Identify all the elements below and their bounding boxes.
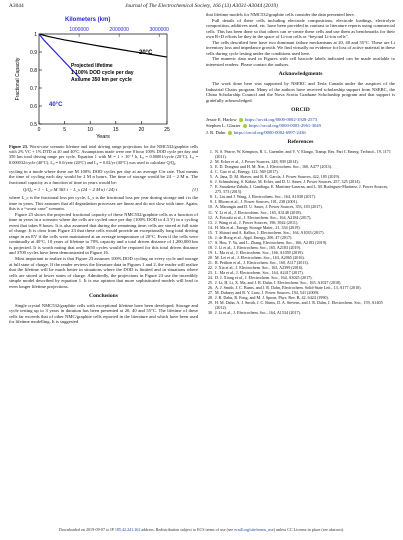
series-label-40c: 40°C: [49, 102, 63, 108]
body-paragraph: The work done here was supported by NSERC and Tesla Canada under the auspices of the Industrial Chairs program. Many of the authors have received scholarship support from NSERC, the China Scholarship Council and the Nova Scotia Graduate Scholarship program and that support is gratefully acknowledged.: [206, 81, 395, 103]
reference-text: J. R. Dahn, R. Fong, and M. J. Spoon, Phys. Rev. B, 42, 6424 (1990).: [215, 295, 329, 301]
footer-terms-link[interactable]: ecsdl.org/site/terms_use: [234, 527, 274, 532]
journal-issue: , 166 (13) A3031-A3044 (2019): [209, 3, 278, 9]
footer-downloaded: Downloaded on 2019-09-07 to IP: [58, 527, 115, 532]
figure-23: [9, 12, 198, 142]
reference-number: 30.: [207, 310, 213, 316]
reference-text: M. Lei et al., J. Electrochem. Soc., 163, A2065 (2016).: [215, 254, 305, 260]
x-tick-label: 15: [113, 127, 119, 133]
reference-number: 14.: [207, 224, 213, 230]
reference-text: A. Fotouhi et al., J. Electrochem. Soc., 164, A2184 (2017).: [215, 214, 312, 220]
reference-number: 4.: [209, 169, 213, 175]
reference-number: 5.: [209, 174, 213, 180]
equation-body: Q/Q₀ = 1 − L_c M 365 t − L_s (24 − 2 M n) / 24) t: [23, 187, 118, 193]
orcid-entry: [206, 123, 395, 129]
conclusions-heading: Conclusions: [89, 293, 118, 300]
reference-text: J. Li, H. Li, X. Ma, and J. R. Dahn, J. Electrochem. Soc., 165, A1027 (2018).: [215, 280, 342, 286]
x-tick-label: 5: [63, 127, 66, 133]
annotation-line-1: Projected lifetime: [71, 63, 113, 69]
reference-text: J. Li et al., J. Electrochem. Soc., 164, A1534 (2017).: [215, 310, 301, 316]
reference-item: [206, 300, 395, 310]
author-name: Jessie E. Harlow: [206, 116, 237, 122]
reference-number: 15.: [207, 229, 213, 235]
reference-number: 18.: [207, 244, 213, 250]
journal-name: Journal of The Electrochemical Society: [125, 3, 210, 9]
acknowledgments-heading: Acknowledgments: [278, 71, 323, 78]
reference-text: M. Ecker et al., J. Power Sources, 248, 839 (2014).: [215, 159, 299, 165]
reference-number: 23.: [207, 270, 213, 276]
reference-text: J. de Hoog et al., Appl. Energy, 200, 47 (2017).: [215, 234, 293, 240]
orcid-icon: [243, 124, 247, 128]
body-paragraph: The cells described here have two dominant failure mechanisms at 20, 40 and 55°C. These are Li inventory loss and impedance growth. We find virtually no evidence for loss of active material in these cells during cycle testing under the conditions used here.: [206, 39, 395, 56]
reference-text: T. Shirazi and A. Kalhor, J. Electrochem. Soc., 164, A1035 (2017).: [215, 229, 325, 235]
caption-text: Worst-case scenario lifetime and total driving range projections for the NMC532/graphite cells with 2% VC + 1% DTD at 20 and 40°C. Assumptions made were one 8 hour 100% DOD cycle per day and 350 km total driving range per cycle. Equation 1 with M = 1 × 10⁻⁵ h, L₀ = 0.00001/cycle (20°C), L₀ = 0.000032/cycle (40°C), L₀ = 0.0/year (20°C) and L₀ = 0.02/yr (40°C) was used to calculate Q/Q₀.: [9, 144, 198, 165]
reference-number: 12.: [207, 214, 213, 220]
orcid-entry: [206, 130, 395, 136]
top-tick-label: 3000000: [149, 27, 169, 33]
body-paragraph: Full details of these cells including electrode compositions, electrode loadings, electrolyte composition, additives used, etc. have been provided in contrast to literature reports using commercial cells. This has been done so that others can re-create these cells and use them as benchmarks for their own R+D efforts be they in the space of Li-ion cells or “beyond Li-ion cells”.: [206, 17, 395, 40]
reference-number: 7.: [209, 184, 213, 190]
reference-number: 8.: [209, 194, 213, 200]
reference-text: C. Guo et al., Energy, 122, 569 (2017).: [215, 169, 279, 175]
footer-terms-text: address. Redistribution subject to ECS terms of use (see: [140, 527, 235, 532]
reference-item: [206, 310, 395, 315]
orcid-link[interactable]: https://orcid.org/0000-0002-6997-2436: [233, 129, 306, 135]
reference-number: 6.: [209, 179, 213, 185]
x-tick-label: 20: [138, 127, 145, 133]
download-footer: [9, 527, 394, 532]
series-label-20c: 20°C: [139, 50, 153, 56]
reference-number: 2.: [209, 159, 213, 165]
body-paragraph: Single crystal NMC532/graphite cells with exceptional lifetime have been developed. Storage and cycle testing up to 3 years in duration has been presented at 20, 40 and 55°C. The lifetime of these cells far exceeds that of other NMC/graphite cells reported in the literature and which have been used for lifetime modelling. It is suggested: [9, 302, 198, 325]
reference-text: A. J. Smith, J. C. Burns, and J. R. Dahn, Electrochem. Solid-State Lett., 13, A177 (2010).: [215, 285, 362, 291]
reference-text: H. M. Dahn, A. J. Smith, J. C. Burns, D. A. Stevens, and J. R. Dahn, J. Electrochem. Soc., 159, A1405 (2012).: [215, 300, 383, 311]
annotation-line-2: 1 100% DOD cycle per day: [71, 70, 134, 76]
reference-text: E. D. Dongmo and H. M. Noe, J. Electrochem. Soc., 160, A477 (2013).: [215, 164, 332, 170]
y-tick-label: 1: [34, 31, 37, 38]
reference-text: R. Petibon et al., J. Electrochem. Soc., 160, A117 (2013).: [215, 259, 309, 265]
reference-number: 26.: [207, 285, 213, 291]
x-tick-label: 0: [37, 127, 41, 133]
reference-text: E. Sarasketa-Zabala, I. Gandiaga, E. Martinez-Laserna, and L. M. Rodriguez-Martinez, J. Power Sources, 275, 573 (2015).: [215, 184, 389, 195]
footer-end: ) unless CC License in place (see abstract).: [273, 527, 345, 532]
reference-number: 21.: [207, 259, 213, 265]
figure-caption: [9, 144, 198, 165]
orcid-link[interactable]: https://orcid.org/0000-0002-3928-2573: [245, 116, 318, 122]
left-column: [9, 12, 198, 325]
right-column: [206, 12, 395, 315]
reference-text: L. Liu and J. Wang, J. Electrochem. Soc., 164, A1038 (2017).: [215, 194, 316, 200]
reference-item: [206, 149, 395, 159]
body-paragraph: Figure 23 shows the projected fractional capacity of these NMC532/graphite cells as a function of time in years in a scenario where the cells are cycled once per day (100% DOD to 4.3 V) in a cycling event that takes 8 hours. It is also assumed that during the remaining time, cells are stored at full state of charge. It is clear from Figure 23 that these cells would provide an exceptionally long total driving range in an EV if the cells were maintained at an average temperature of 20°C. Even if the cells were continually at 40°C, 10 years of lifetime to 70% capacity and a total driven distance of 1,200,000 km is projected. It is worth noting that only 3650 cycles would be required for this total driven distance and 3700 cycles have been demonstrated in Figure 16.: [9, 211, 198, 256]
references-list: [206, 149, 395, 316]
reference-number: 10.: [207, 204, 213, 210]
y-axis-label: Fractional Capacity: [15, 57, 21, 101]
reference-text: A. Marongiu and D. U. Sauer, J. Power Sources, 353, 183 (2017).: [215, 204, 323, 210]
reference-number: 13.: [207, 219, 213, 225]
y-tick-label: 0.8: [30, 67, 37, 74]
equation-1: [23, 187, 198, 193]
reference-text: H. Ma et al., Energy Storage Mater., 21, 354 (2019).: [215, 224, 301, 230]
top-tick-label: 1000000: [69, 27, 89, 33]
reference-number: 9.: [209, 199, 213, 205]
orcid-link[interactable]: https://orcid.org/0000-0003-2961-3049: [248, 123, 321, 129]
body-paragraph: that lifetime models for NMC532/graphite cells consider the data presented here.: [206, 12, 355, 17]
y-tick-label: 0.7: [30, 85, 37, 92]
page-number: A3044: [9, 3, 24, 9]
km-axis-label: Kilometers (km): [65, 17, 111, 23]
annotation-line-3: Assume 350 km per cycle: [71, 77, 132, 83]
author-name: Stephen L. Glazier: [206, 123, 241, 129]
reference-number: 25.: [207, 280, 213, 286]
reference-number: 16.: [207, 234, 213, 240]
reference-text: J. Wang et al., J. Power Sources, 196, 3942 (2011).: [215, 219, 299, 225]
reference-text: Y. Li et al., J. Electrochem. Soc., 165, A3148 (2018).: [215, 209, 302, 215]
equation-number: [1]: [192, 187, 198, 193]
reference-number: 28.: [207, 295, 213, 301]
references-heading: References: [287, 139, 314, 146]
reference-text: L. Ma et al., J. Electrochem. Soc., 164, A2417 (2017).: [215, 270, 304, 276]
reference-number: 19.: [207, 249, 213, 255]
body-paragraph: cycling in a mode where there are M 100% DOD cycles per day at an average C/n rate. That means the time of cycling each day would be 2 M n hours. The time of storage would be 24 − 2 M n. The fractional capacity as a function of time in years would be:: [9, 168, 198, 185]
x-axis-label: Years: [96, 134, 110, 140]
orcid-icon: [228, 131, 232, 135]
orcid-heading: ORCID: [291, 107, 310, 114]
y-tick-label: 0.5: [30, 121, 37, 128]
reference-number: 24.: [207, 275, 213, 281]
orcid-icon: [239, 118, 243, 122]
orcid-entry: [206, 117, 395, 123]
reference-number: 17.: [207, 239, 213, 245]
caption-label: Figure 23.: [9, 144, 29, 149]
body-paragraph: where L_c is the fractional loss per cycle, L_s is the fractional loss per year during storage and t is the time in years. This assumes that all degradation processes are linear and do not slow with time. Again, this is a “worst case” scenario.: [9, 195, 198, 212]
reference-text: S. Hou, Y. Yu, and L. Zhang, Electrochem. Soc., 166, A2183 (2019).: [215, 239, 328, 245]
reference-number: 20.: [207, 254, 213, 260]
body-paragraph: The numeric data used in Figures with cell barcode labels indicated can be made available to interested readers. Please contact the authors.: [206, 56, 395, 67]
reference-number: 22.: [207, 265, 213, 271]
reference-text: J. Xia et al., J. Electrochem. Soc., 163, A2399 (2016).: [215, 265, 304, 271]
x-tick-label: 10: [87, 127, 93, 133]
top-tick-label: 2000000: [109, 27, 129, 33]
reference-number: 1.: [209, 148, 213, 154]
reference-text: N. S. Pearre, W. Kempton, R. L. Guensler, and V. V. Elango, Transp. Res. Part C Emerg. Technol., 19, 1171 (2011).: [215, 148, 391, 159]
reference-number: 11.: [208, 209, 213, 215]
reference-text: D. J. Xiong et al., J. Electrochem. Soc., 164, A3025 (2017).: [215, 275, 313, 281]
lifetime-chart: [9, 12, 198, 142]
author-name: J. R. Dahn: [206, 129, 226, 135]
body-paragraph: Most important to realize is that Figure 23 assumes 100% DOD cycling on every cycle and storage at full state of charge. If the reader reviews the literature data in Figures 1 and 2, the reader will realize that the lifetime will be much better in situations where the DOD is limited and in situations where cells are stored at lower states of charge. Admittedly, the projections in Figure 23 use the incredibly simple model described by equation 1. It is our opinion that more sophisticated models will lead to even longer lifetime projections.: [9, 256, 198, 289]
reference-item: [206, 184, 395, 194]
reference-number: 3.: [209, 164, 213, 170]
reference-text: M. Dubarry and B. Y. Liaw, J. Power Sources, 194, 541 (2009).: [215, 290, 319, 296]
reference-text: L. Ma et al., J. Electrochem. Soc., 166, A1059 (2019).: [215, 249, 304, 255]
reference-number: 29.: [207, 300, 213, 306]
reference-text: J. Schmalstieg, S. Käbitz, M. Ecker, and D. U. Sauer, J. Power Sources, 257, 325 (2014).: [215, 179, 361, 185]
x-tick-label: 25: [164, 127, 170, 133]
footer-ip-link[interactable]: 185.42.241.162: [114, 527, 141, 532]
journal-citation: [9, 3, 394, 9]
reference-number: 27.: [207, 290, 213, 296]
y-tick-label: 0.6: [30, 103, 37, 110]
y-tick-label: 0.9: [30, 49, 37, 56]
reference-text: J. Li et al., J. Electrochem. Soc., 165, A2183 (2019).: [215, 244, 301, 250]
orcid-list: [206, 117, 395, 136]
reference-text: A. Jana, D. M. Shaver, and R. E. García, J. Power Sources, 422, 185 (2019).: [215, 174, 340, 180]
reference-text: I. Bloom et al., J. Power Sources, 101, 238 (2001).: [215, 199, 299, 205]
